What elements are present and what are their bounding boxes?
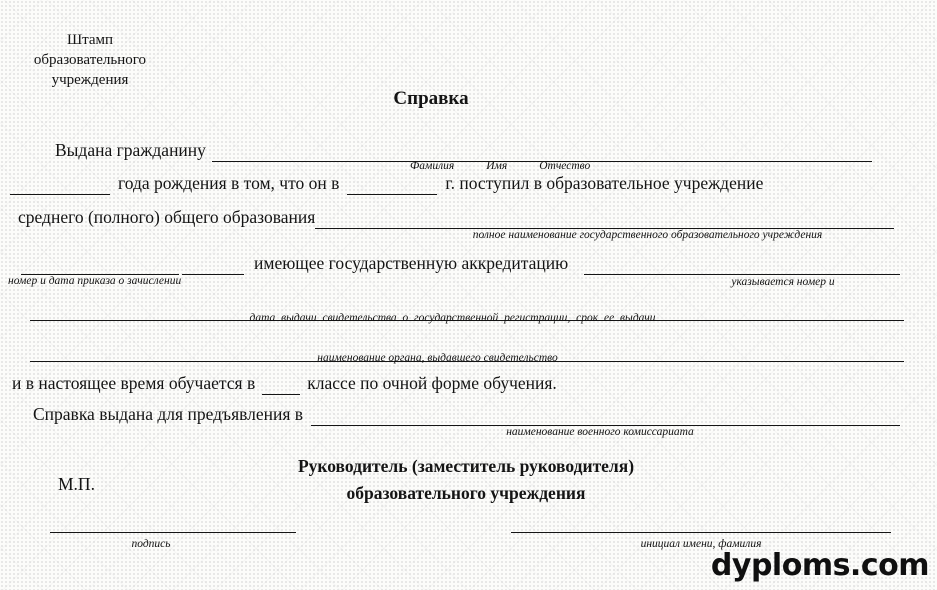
caption-name: Имя: [486, 160, 508, 172]
stamp-place-label: М.П.: [58, 474, 95, 494]
line-issued-to: [55, 140, 872, 162]
blank-signature: [50, 532, 296, 533]
caption-military-commissariat: наименование военного комиссариата: [506, 426, 694, 438]
stamp-line-3: учреждения: [51, 72, 129, 88]
caption-patronymic: Отчество: [539, 160, 591, 172]
blank-institution-name: [315, 207, 894, 229]
signatory-title-line-1: Руководитель (заместитель руководителя): [297, 456, 635, 476]
caption-order-number: номер и дата приказа о зачислении: [8, 275, 182, 287]
blank-enroll-year: [347, 173, 437, 195]
line-current-class: [12, 373, 557, 395]
signatory-title-line-2: образовательного учреждения: [346, 483, 586, 503]
caption-signatory-name: инициал имени, фамилия: [640, 538, 762, 550]
caption-registration-certificate: дата выдачи свидетельства о государственной регистрации, срок ее выдачи: [249, 312, 656, 324]
enrolled-label: г. поступил в образовательное учреждение: [445, 173, 764, 193]
accreditation-label: имеющее государственную аккредитацию: [254, 253, 569, 273]
blank-military-commissariat: [311, 404, 900, 426]
line-birth-year: [10, 173, 897, 195]
issued-to-label: Выдана гражданину: [55, 140, 206, 160]
blank-full-name: [212, 140, 872, 162]
blank-birth-year: [10, 173, 110, 195]
page-title: Справка: [393, 88, 469, 109]
caption-signature: подпись: [131, 538, 171, 550]
education-type-label: среднего (полного) общего образования: [18, 207, 316, 227]
blank-class-number: [262, 373, 300, 395]
stamp-line-2: образовательного: [33, 52, 147, 68]
line-presented-to: [33, 404, 900, 426]
stamp-line-1: Штамп: [66, 32, 114, 48]
blank-order-date: [182, 253, 244, 275]
blank-order-number: [21, 253, 179, 275]
caption-institution-name: полное наименование государственного образовательного учреждения: [472, 229, 823, 241]
caption-issuing-authority: наименование органа, выдавшего свидетельство: [317, 352, 558, 364]
blank-accreditation-number: [584, 253, 900, 275]
stamp-block: [10, 30, 170, 90]
current-class-label-1: и в настоящее время обучается в: [12, 373, 256, 393]
caption-accreditation-number: указывается номер и: [731, 276, 835, 288]
caption-surname: Фамилия: [410, 160, 455, 172]
line-accreditation: [21, 253, 900, 275]
presented-to-label: Справка выдана для предъявления в: [33, 404, 304, 424]
current-class-label-2: классе по очной форме обучения.: [307, 373, 557, 393]
line-education-type: [18, 207, 894, 229]
caption-full-name: [410, 160, 590, 172]
site-watermark: dyploms.com: [710, 548, 929, 583]
birth-year-label: года рождения в том, что он в: [118, 173, 340, 193]
signatory-title: [0, 453, 932, 507]
blank-signatory-name: [511, 532, 891, 533]
